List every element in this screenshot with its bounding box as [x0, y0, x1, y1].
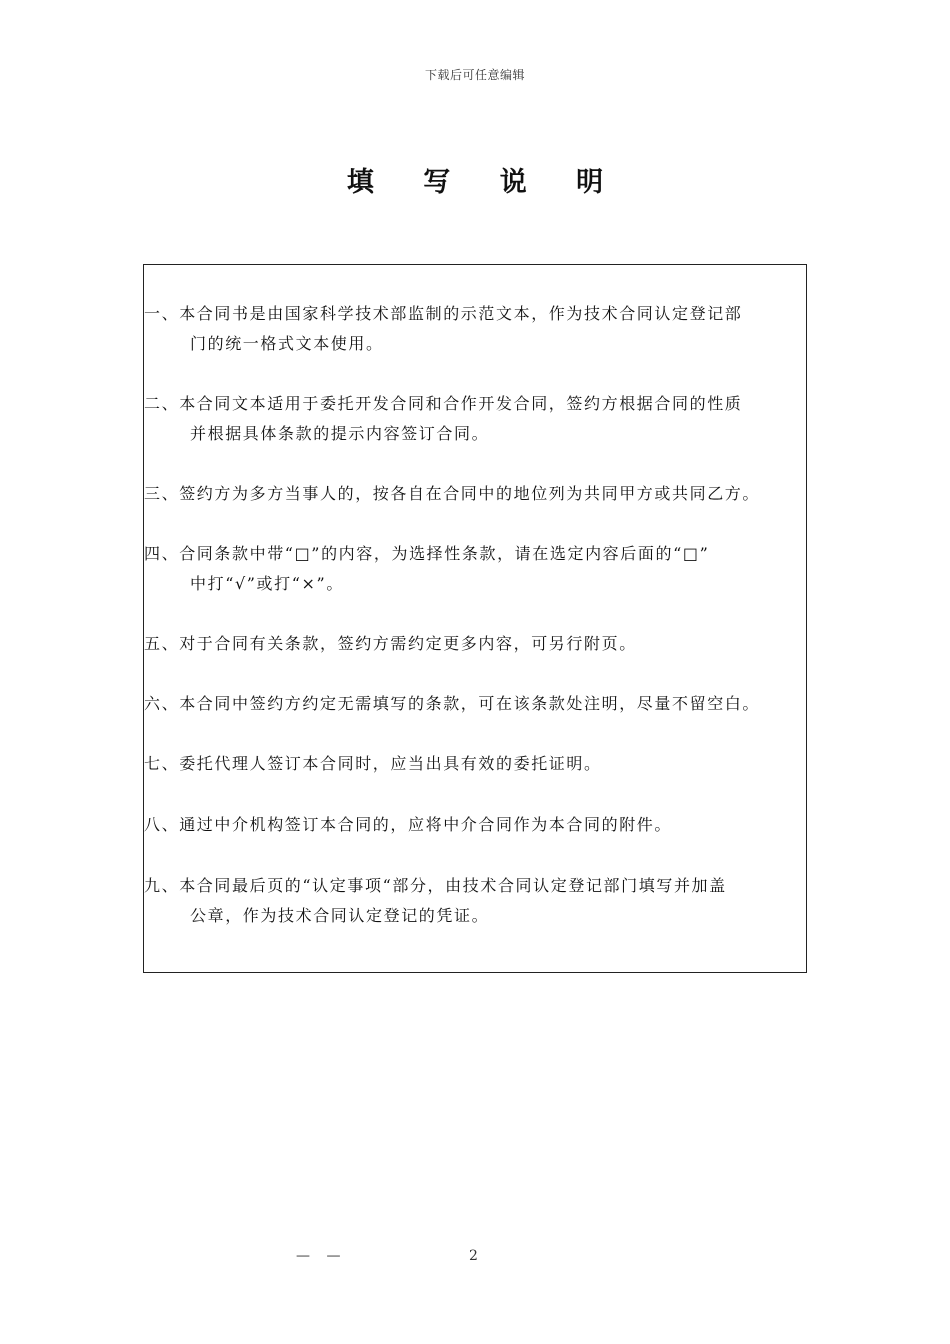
note-item-2	[144, 389, 808, 449]
footer-dashes: — —	[296, 1248, 347, 1264]
note-item-9-line2: 公章，作为技术合同认定登记的凭证。	[190, 906, 490, 925]
note-item-6-line1: 六、本合同中签约方约定无需填写的条款，可在该条款处注明，尽量不留空白。	[144, 694, 761, 713]
note-item-4-line2: 中打“√”或打“×”。	[190, 574, 344, 593]
note-item-9-line1: 九、本合同最后页的“认定事项“部分，由技术合同认定登记部门填写并加盖	[144, 876, 727, 895]
page-number: 2	[469, 1248, 478, 1264]
note-item-5-line1: 五、对于合同有关条款，签约方需约定更多内容，可另行附页。	[144, 634, 637, 653]
note-item-4	[144, 539, 808, 599]
note-item-1-line1: 一、本合同书是由国家科学技术部监制的示范文本，作为技术合同认定登记部	[144, 304, 743, 323]
note-item-2-line1: 二、本合同文本适用于委托开发合同和合作开发合同，签约方根据合同的性质	[144, 394, 743, 413]
page-header: 下载后可任意编辑	[424, 68, 525, 82]
note-item-8	[144, 810, 808, 840]
note-item-1-line2: 门的统一格式文本使用。	[190, 334, 384, 353]
note-item-4-line1: 四、合同条款中带“□”的内容，为选择性条款，请在选定内容后面的“□”	[144, 544, 710, 563]
note-item-5	[144, 629, 808, 659]
note-item-3-line1: 三、签约方为多方当事人的，按各自在合同中的地位列为共同甲方或共同乙方。	[144, 484, 761, 503]
note-item-7	[144, 749, 808, 779]
note-item-8-line1: 八、通过中介机构签订本合同的，应将中介合同作为本合同的附件。	[144, 815, 673, 834]
page-title: 填 写 说 明	[346, 167, 624, 198]
note-item-6	[144, 689, 808, 719]
note-item-7-line1: 七、委托代理人签订本合同时，应当出具有效的委托证明。	[144, 754, 602, 773]
note-item-1	[144, 299, 808, 359]
notes-box	[143, 264, 807, 973]
note-item-3	[144, 479, 808, 509]
note-item-9	[144, 871, 808, 931]
note-item-2-line2: 并根据具体条款的提示内容签订合同。	[190, 424, 490, 443]
